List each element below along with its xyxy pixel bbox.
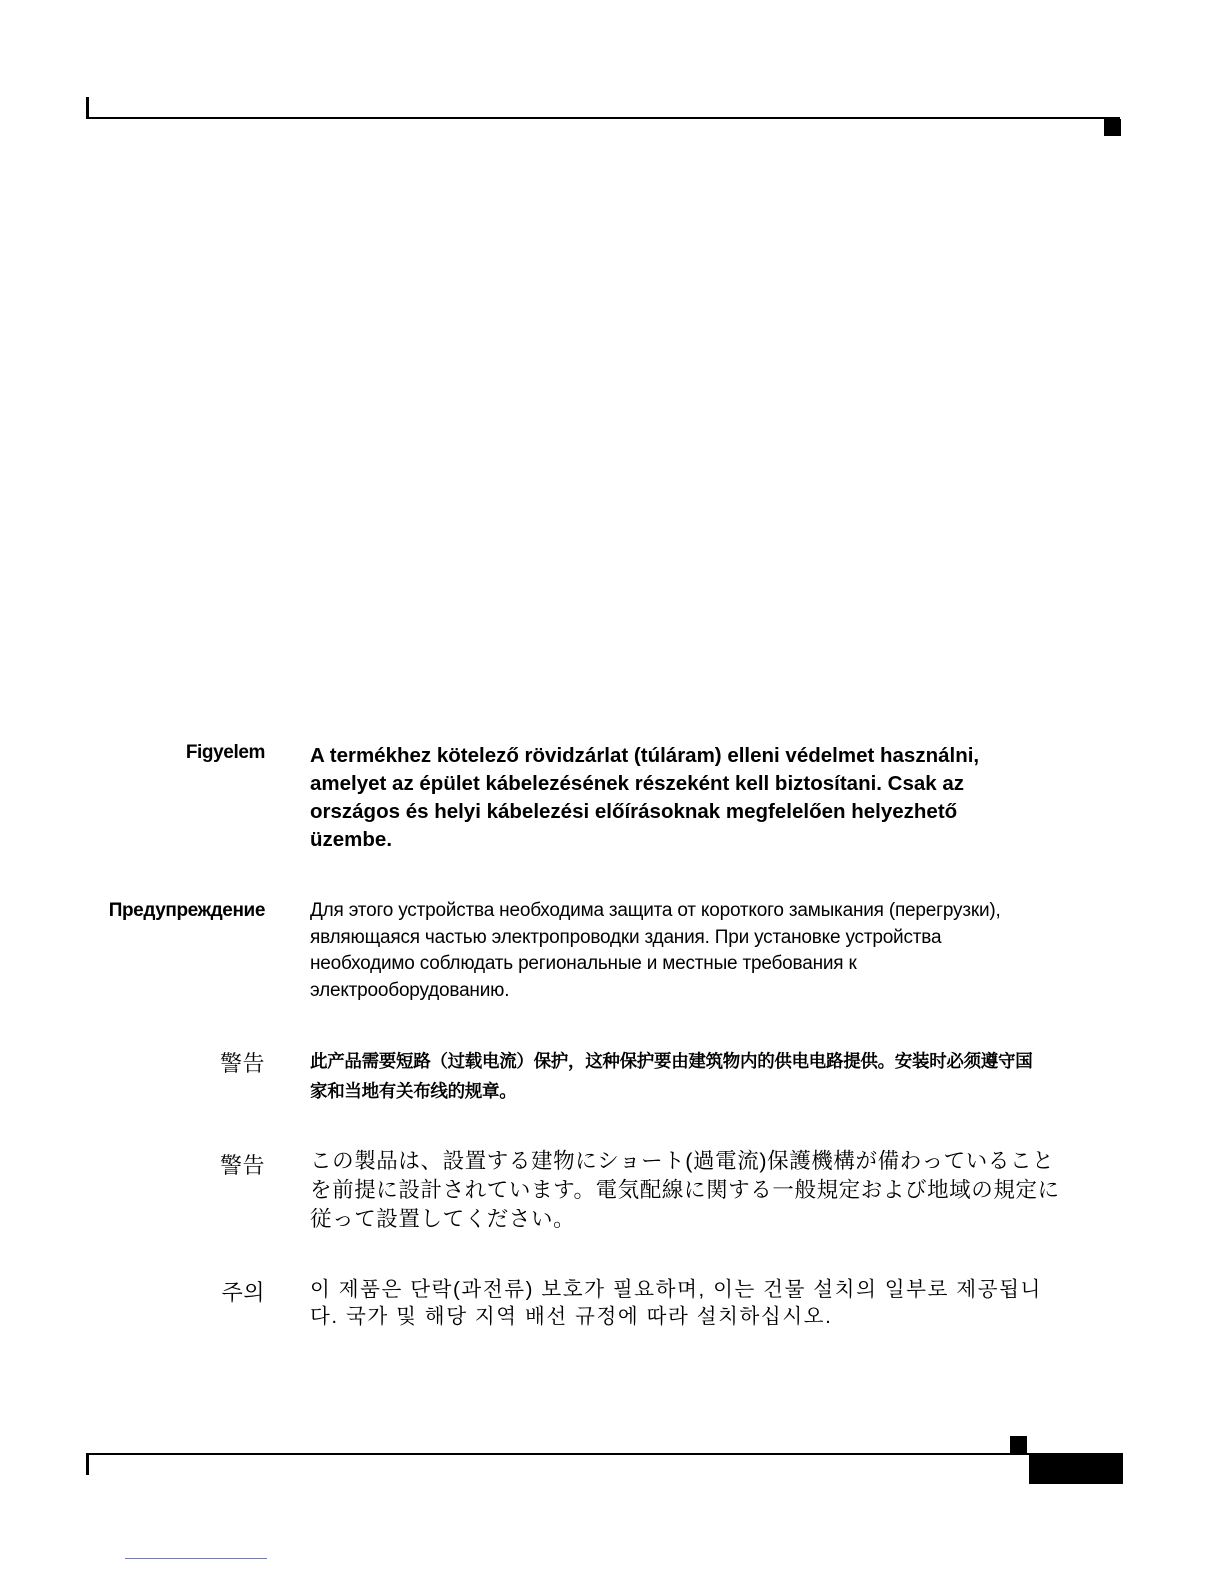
footer-left-tick	[86, 1453, 89, 1475]
warning-line: 此产品需要短路（过载电流）保护，这种保护要由建筑物内的供电电路提供。安装时必须遵守国	[310, 1051, 1033, 1071]
header-rule	[86, 117, 1120, 119]
warning-text-japanese	[310, 1147, 1110, 1234]
warning-line: を前提に設計されています。電気配線に関する一般規定および地域の規定に	[310, 1178, 1060, 1202]
warning-line: необходимо соблюдать региональные и местные требования к	[310, 953, 857, 974]
warning-line: являющаяся частью электропроводки здания. При установке устройства	[310, 926, 942, 948]
warning-label-chinese: 警告	[219, 1051, 265, 1076]
warning-line: 이 제품은 단락(과전류) 보호가 필요하며, 이는 건물 설치의 일부로 제공됩니	[310, 1278, 1042, 1301]
warning-line: Для этого устройства необходима защита от короткого замыкания (перегрузки),	[310, 900, 1001, 921]
warning-line: amelyet az épület kábelezésének részeként kell biztosítani. Csak az	[310, 772, 965, 795]
header-left-tick	[86, 97, 89, 119]
warning-label-russian: Предупреждение	[108, 900, 265, 921]
warning-label-korean: 주의	[221, 1280, 265, 1305]
footer-rule	[86, 1453, 1123, 1455]
footer-page-number-block	[1029, 1455, 1123, 1484]
warning-line: электрооборудованию.	[310, 979, 510, 1001]
warning-label-hungarian: Figyelem	[185, 742, 265, 763]
warning-text-russian	[310, 898, 1110, 1004]
footer-marker-square	[1010, 1436, 1027, 1453]
warning-text-hungarian	[310, 742, 1110, 854]
warning-line: 家和当地有关布线的规章。	[310, 1081, 517, 1101]
warning-line: országos és helyi kábelezési előírásoknak megfelelően helyezhető	[310, 800, 958, 823]
warning-text-chinese	[310, 1046, 1110, 1106]
warning-line: 다. 국가 및 해당 지역 배선 규정에 따라 설치하십시오.	[310, 1305, 833, 1328]
footer-link-underline	[125, 1558, 267, 1559]
warning-line: üzembe.	[310, 828, 393, 851]
warning-text-korean	[310, 1276, 1110, 1330]
warning-label-japanese: 警告	[219, 1153, 265, 1178]
header-marker-square	[1104, 119, 1121, 136]
warning-line: この製品は、設置する建物にショート(過電流)保護機構が備わっていること	[310, 1149, 1055, 1173]
warning-line: 従って設置してください。	[310, 1207, 576, 1231]
warning-line: A termékhez kötelező rövidzárlat (túláram) elleni védelmet használni,	[310, 744, 980, 767]
